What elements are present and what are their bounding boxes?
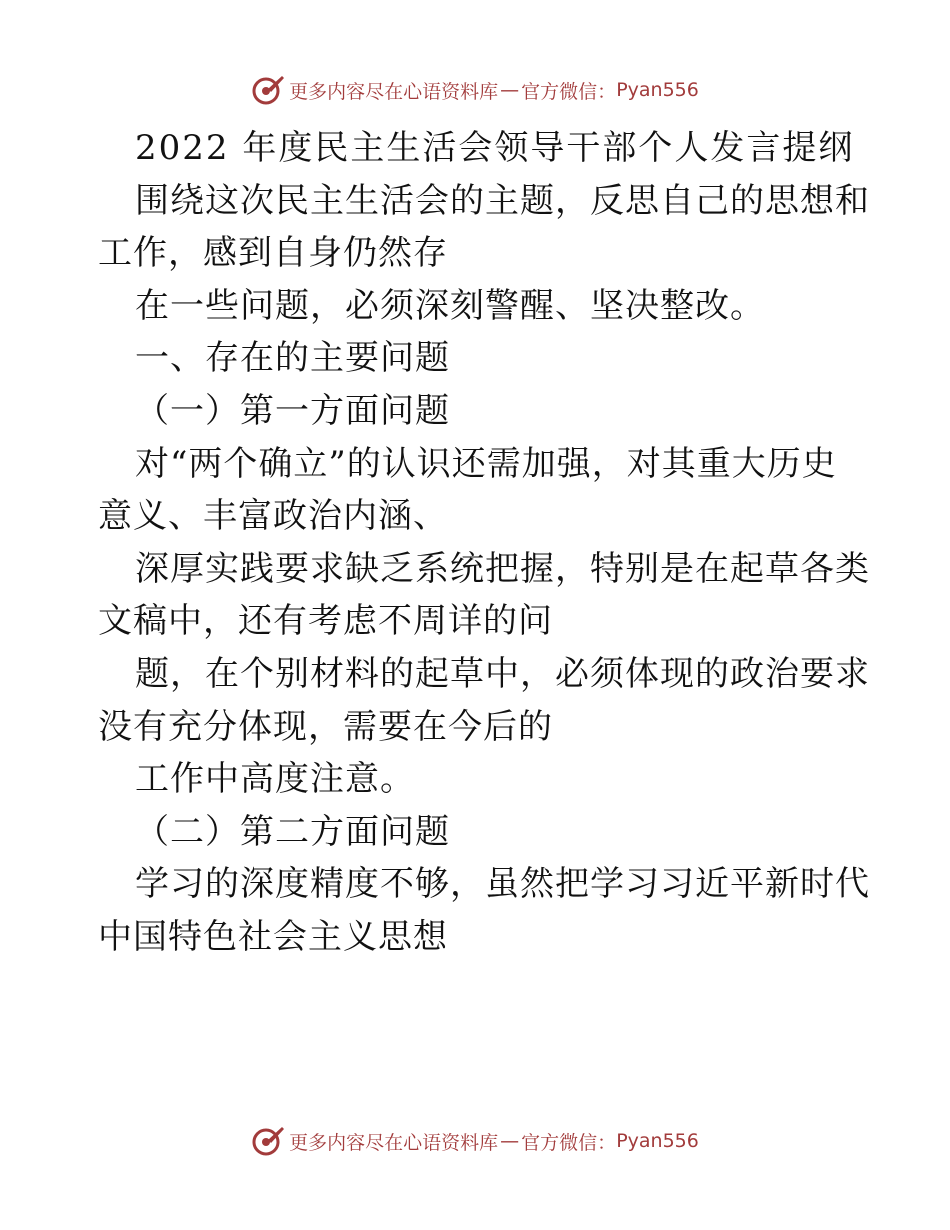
footer-watermark	[0, 1121, 950, 1161]
paragraph-line: 题，在个别材料的起草中，必须体现的政治要求	[135, 653, 870, 694]
subsection-heading: （二）第二方面问题	[135, 811, 450, 852]
header-watermark	[0, 70, 950, 110]
quill-pen-seal-icon	[251, 1124, 285, 1158]
paragraph-line: 对“两个确立”的认识还需加强，对其重大历史	[135, 443, 837, 484]
watermark-site-text: 更多内容尽在心语资料库	[289, 80, 499, 103]
paragraph-line: 学习的深度精度不够，虽然把学习习近平新时代	[135, 864, 870, 905]
paragraph-line: 没有充分体现，需要在今后的	[98, 706, 553, 747]
paragraph-line: 工作中高度注意。	[135, 759, 415, 800]
paragraph-line: 工作，感到自身仍然存	[98, 233, 448, 274]
watermark-separator: —	[500, 1130, 520, 1152]
paragraph-line: 文稿中，还有考虑不周详的问	[98, 601, 553, 642]
watermark-wechat-id: Pyan556	[616, 79, 699, 101]
watermark-site-text: 更多内容尽在心语资料库	[289, 1131, 499, 1154]
section-heading: 一、存在的主要问题	[135, 338, 450, 379]
paragraph-line: 中国特色社会主义思想	[98, 916, 448, 957]
watermark-separator: —	[500, 79, 520, 101]
document-title: 2022 年度民主生活会领导干部个人发言提纲	[135, 128, 855, 168]
watermark-wechat-label: 官方微信：	[521, 1131, 617, 1154]
paragraph-line: 深厚实践要求缺乏系统把握，特别是在起草各类	[135, 548, 870, 589]
paragraph-line: 意义、丰富政治内涵、	[98, 496, 448, 537]
paragraph-line: 围绕这次民主生活会的主题，反思自己的思想和	[135, 180, 870, 221]
quill-pen-seal-icon	[251, 73, 285, 107]
document-body	[98, 122, 870, 964]
paragraph-line: 在一些问题，必须深刻警醒、坚决整改。	[135, 285, 765, 326]
watermark-wechat-label: 官方微信：	[521, 80, 617, 103]
watermark-wechat-id: Pyan556	[616, 1130, 699, 1152]
subsection-heading: （一）第一方面问题	[135, 390, 450, 431]
